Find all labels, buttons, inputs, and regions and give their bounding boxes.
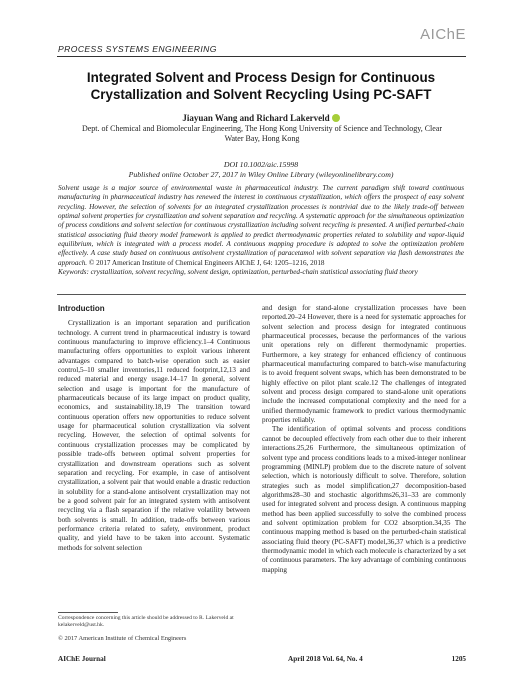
paragraph: The identification of optimal solvents and process conditions cannot be decoupled effectively from each other due to their inherent interactions.25,26 Furthermore, the simultaneous optimization of solvent type and process conditions leads to a mixed-integer nonlinear programming (MINLP) problem due to the discrete nature of solvent selection, which is notoriously difficult to solve. Therefore, solution strategies such as model simplification,27 decomposition-based algorithms28–30 and stochastic algorithms26,31–33 are commonly used for integrated solvent and process design. A continuous mapping method has been applied successfully to solve the combined process and solvent optimization problem for CO2 absorption.34,35 The continuous mapping method is based on the perturbed-chain statistical associating fluid theory (PC-SAFT) model,36,37 which is a predictive thermodynamic model in which each molecule is characterized by a set of continuous parameters. The key advantage of combining continuous mapping — [262, 425, 466, 574]
footer-page-number: 1205 — [451, 655, 466, 663]
left-column — [58, 304, 250, 553]
footnote-rule — [58, 612, 118, 613]
footer-journal: AIChE Journal — [58, 655, 106, 663]
doi: DOI 10.1002/aic.15998 — [223, 160, 299, 169]
abstract-text: Solvent usage is a major source of environmental waste in pharmaceutical industry. The current paradigm shift toward continuous manufacturing in pharmaceutical industry has renewed the interest in continuous crystallization, which offers the prospect of easy solvent recycling. However, the selection of solvents for an integrated crystallization processes is nontrivial due to the likely trade-off between optimal solvent properties for crystallization and solvent separation and recycling. A systematic approach for the simultaneous optimization of process conditions and solvent selection for continuous crystallization including solvent recycling is presented. A unified perturbed-chain statistical associating fluid theory model framework is applied to predict thermodynamic properties related to solubility and vapor-liquid equilibrium, which is integrated with a process model. A continuous mapping procedure is adopted to solve the optimization problem effectively. A case study based on continuous antisolvent crystallization of paracetamol with solvent separation via flash demonstrates the approach. — [58, 184, 464, 267]
right-column — [262, 304, 466, 575]
authors — [60, 113, 462, 123]
copyright-note: © 2017 American Institute of Chemical Engineers — [58, 635, 187, 642]
header-rule — [57, 56, 466, 57]
author-names: Jiayuan Wang and Richard Lakerveld — [182, 113, 330, 123]
abstract-copyright: © 2017 American Institute of Chemical Engineers AIChE J, 64: 1205–1216, 2018 — [88, 258, 325, 267]
paragraph: and design for stand-alone crystallization processes have been reported.20–24 However, there is a need for systematic approaches for solvent selection and process design for integrated continuous pharmaceutical processes, because the performances of the various unit operations rely on different thermodynamic properties. Furthermore, a key strategy for enhanced efficiency of continuous pharmaceutical manufacturing compared to batch-wise manufacturing is to avoid frequent solvent swaps, which has been demonstrated to be highly effective on pilot plant scale.12 The challenges of integrated solvent and process design compared to stand-alone unit operations include the increased computational complexity and the need for a unified thermodynamic framework to predict various thermodynamic properties reliably. — [262, 304, 466, 425]
paragraph: Crystallization is an important separation and purification technology. A current trend in pharmaceutical industry is toward continuous manufacturing to improve efficiency.1–4 Continuous manufacturing offers opportunities to exploit various inherent advantages compared to batch-wise operation such as easier control,5–10 smaller inventories,11 reduced footprint,12,13 and reduced material and energy usage.14–17 In general, solvent selection and usage is important for the manufacture of pharmaceuticals because of its large impact on product quality, economics, and sustainability.18,19 The transition toward continuous operation offers new opportunities to reduce solvent usage for pharmaceutical solution crystallization via solvent recycling. However, the selection of optimal solvents for continuous crystallization processes may be complicated by possible trade-offs between optimal solvent properties for crystallization and downstream operations such as solvent separation and recycling. For example, in case of antisolvent crystallization, a solvent pair that would enable a drastic reduction in solubility for a stand-alone antisolvent crystallization may not be a good solvent pair for an integrated system with antisolvent recycling via a flash separation if the relative volatility between both solvents is small. In addition, trade-offs between various performance criteria related to safety, environment, product quality, and yield have to be taken into account. Systematic methods for solvent selection — [58, 319, 250, 552]
article-title: Integrated Solvent and Process Design for Continuous Crystallization and Solvent Recycling Using PC-SAFT — [86, 70, 436, 102]
affiliation: Dept. of Chemical and Biomolecular Engineering, The Hong Kong University of Science and Technology, Clear Water Bay, Hong Kong — [81, 124, 443, 143]
orcid-icon[interactable] — [332, 114, 340, 122]
correspondence-note: Correspondence concerning this article should be addressed to R. Lakerveld at kelakerveld@ust.hk. — [58, 615, 234, 628]
publication-info — [60, 160, 462, 179]
journal-logo: AIChE — [420, 26, 466, 43]
section-label: PROCESS SYSTEMS ENGINEERING — [58, 44, 217, 54]
footer-issue: April 2018 Vol. 64, No. 4 — [288, 655, 363, 663]
keywords: Keywords: crystallization, solvent recycling, solvent design, optimization, perturbed-chain statistical associating fluid theory — [58, 268, 418, 277]
abstract — [58, 184, 464, 277]
published-online: Published online October 27, 2017 in Wiley Online Library (wileyonlinelibrary.com) — [128, 169, 394, 179]
abstract-rule — [57, 294, 466, 295]
introduction-heading: Introduction — [58, 304, 105, 313]
